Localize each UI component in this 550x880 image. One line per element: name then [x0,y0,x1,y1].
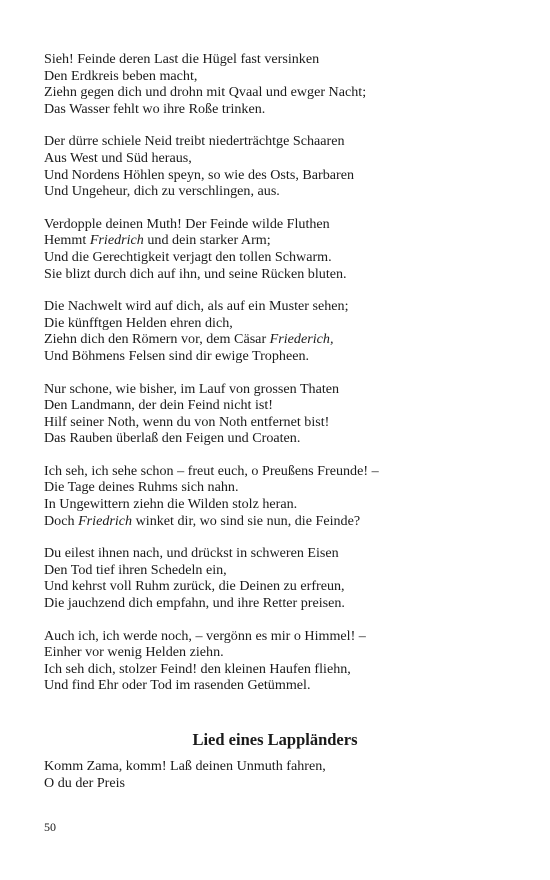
poem-line: Einher vor wenig Helden ziehn. [44,644,224,661]
italic-name: Friedrich [89,232,144,249]
line-text: winket dir, wo sind sie nun, die Feinde? [132,512,361,529]
poem-line: Aus West und Süd heraus, [44,149,192,166]
poem-line [44,513,514,530]
poem-line: Ich seh, ich sehe schon – freut euch, o Preußens Freunde! – [44,462,379,479]
poem-line: Und find Ehr oder Tod im rasenden Getümmel. [44,677,311,694]
stanza [44,628,514,694]
stanza [44,216,514,282]
poem-line: Den Tod tief ihren Schedeln ein, [44,561,227,578]
stanza [44,381,514,447]
poem-line: Sieh! Feinde deren Last die Hügel fast versinken [44,51,320,67]
line-text: Ziehn dich den Römern vor, dem Cäsar [44,331,270,348]
poem-line: Die künfftgen Helden ehren dich, [44,314,233,331]
page-number: 50 [44,820,56,834]
poem-body [44,51,514,710]
poem-line: Und Ungeheur, dich zu verschlingen, aus. [44,183,280,200]
poem-line [44,331,514,348]
italic-name: Friederich, [269,331,334,348]
stanza [44,298,514,364]
line-text: und dein starker Arm; [143,232,271,249]
stanza [44,51,514,117]
line-text: Doch [44,512,79,529]
italic-name: Friedrich [78,512,133,529]
poem-line: Der dürre schiele Neid treibt niederträchtge Schaaren [44,133,345,150]
poem-line: Das Wasser fehlt wo ihre Roße trinken. [44,100,266,117]
poem-line: O du der Preis [44,774,126,791]
poem-line: Das Rauben überlaß den Feigen und Croaten. [44,430,301,447]
poem-line: Sie blizt durch dich auf ihn, und seine Rücken bluten. [44,265,347,282]
poem-line: Und die Gerechtigkeit verjagt den tollen Schwarm. [44,248,332,265]
poem-line: Und kehrst voll Ruhm zurück, die Deinen zu erfreun, [44,578,345,595]
poem-line: Die Tage deines Ruhms sich nahn. [44,479,239,496]
stanza [44,463,514,529]
poem-line: Hilf seiner Noth, wenn du von Noth entfernet bist! [44,413,330,430]
poem-line: Ziehn gegen dich und drohn mit Qvaal und ewger Nacht; [44,84,367,101]
poem-line [44,232,514,249]
poem-line: Auch ich, ich werde noch, – vergönn es mir o Himmel! – [44,627,366,644]
poem-line: Verdopple deinen Muth! Der Feinde wilde Fluthen [44,215,330,232]
poem-line: In Ungewittern ziehn die Wilden stolz heran. [44,496,298,513]
next-poem-body [44,758,514,791]
poem-line: Du eilest ihnen nach, und drückst in schweren Eisen [44,545,339,562]
poem-line: Den Erdkreis beben macht, [44,67,198,84]
poem-line: Und Nordens Höhlen speyn, so wie des Osts, Barbaren [44,166,355,183]
stanza [44,545,514,611]
stanza [44,133,514,199]
poem-line: Den Landmann, der dein Feind nicht ist! [44,397,273,414]
poem-line: Die Nachwelt wird auf dich, als auf ein Muster sehen; [44,298,349,315]
poem-line: Und Böhmens Felsen sind dir ewige Tropheen. [44,347,310,364]
line-text: Hemmt [44,232,90,249]
poem-line: Nur schone, wie bisher, im Lauf von grossen Thaten [44,380,340,397]
poem-title: Lied eines Lappländers [192,730,358,749]
poem-line: Ich seh dich, stolzer Feind! den kleinen Haufen fliehn, [44,660,351,677]
poem-line: Komm Zama, komm! Laß deinen Unmuth fahren, [44,758,326,774]
poem-line: Die jauchzend dich empfahn, und ihre Retter preisen. [44,595,345,612]
